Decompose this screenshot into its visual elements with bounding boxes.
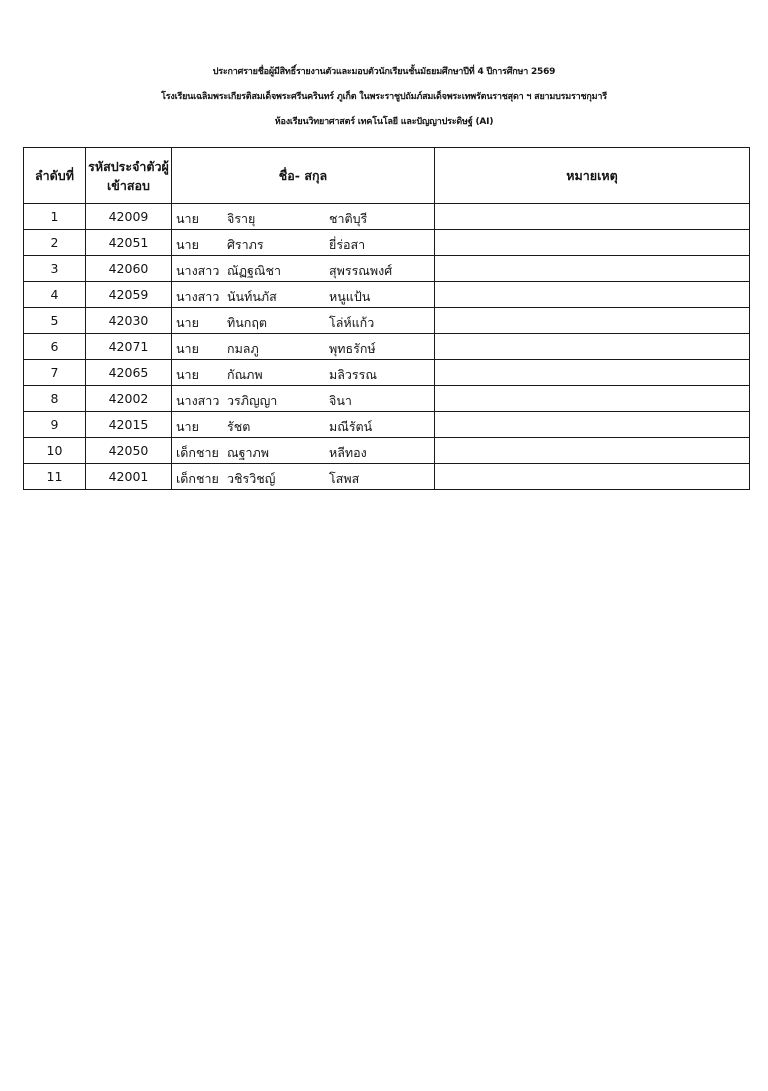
header-line-3: ห้องเรียนวิทยาศาสตร์ เทคโนโลยี และปัญญาประดิษฐ์ (AI) <box>274 117 494 127</box>
row-last-name: ยี่ร่อสา <box>329 237 366 252</box>
row-applicant-code: 42071 <box>86 334 172 360</box>
row-applicant-code: 42060 <box>86 256 172 282</box>
header-line-2: โรงเรียนเฉลิมพระเกียรติสมเด็จพระศรีนครินทร์ ภูเก็ต ในพระราชูปถัมภ์สมเด็จพระเทพรัตนราชสุดา ฯ สยามบรมราชกุมารี <box>161 92 607 102</box>
row-applicant-code: 42050 <box>86 438 172 464</box>
row-name-title: นางสาว <box>176 393 220 408</box>
row-name-title: นาย <box>176 341 199 356</box>
row-full-name <box>172 438 435 464</box>
row-first-name: ทินกฤต <box>227 315 268 330</box>
row-first-name: วชิรวิชญ์ <box>227 471 276 486</box>
row-applicant-code: 42059 <box>86 282 172 308</box>
row-full-name <box>172 256 435 282</box>
row-name-title: นาย <box>176 211 199 226</box>
row-full-name <box>172 412 435 438</box>
row-applicant-code: 42009 <box>86 204 172 230</box>
row-first-name: กมลภู <box>227 341 259 356</box>
row-remark <box>435 308 750 334</box>
row-number: 11 <box>24 464 86 490</box>
announcement-header <box>0 60 768 135</box>
row-last-name: โล่ห์แก้ว <box>329 315 375 330</box>
header-code-line-1: รหัสประจำตัวผู้ <box>88 158 169 174</box>
table-row <box>24 204 750 230</box>
row-applicant-code: 42001 <box>86 464 172 490</box>
row-full-name <box>172 308 435 334</box>
row-number: 1 <box>24 204 86 230</box>
table-row <box>24 308 750 334</box>
row-first-name: รัชต <box>227 419 251 434</box>
row-name-title: นาย <box>176 367 199 382</box>
row-number: 9 <box>24 412 86 438</box>
header-code <box>86 148 172 204</box>
row-remark <box>435 386 750 412</box>
row-number: 10 <box>24 438 86 464</box>
row-number: 4 <box>24 282 86 308</box>
row-first-name: วรภิญญา <box>227 393 278 408</box>
row-number: 5 <box>24 308 86 334</box>
student-roster-table <box>23 147 750 490</box>
row-last-name: จินา <box>329 393 352 408</box>
row-first-name: กัณภพ <box>227 367 263 382</box>
row-name-title: นางสาว <box>176 289 220 304</box>
row-remark <box>435 360 750 386</box>
header-line-1: ประกาศรายชื่อผู้มีสิทธิ์รายงานตัวและมอบตัวนักเรียนชั้นมัธยมศึกษาปีที่ 4 ปีการศึกษา 2569 <box>212 67 556 77</box>
row-remark <box>435 256 750 282</box>
row-last-name: สุพรรณพงศ์ <box>329 263 393 278</box>
row-name-title: นาย <box>176 315 199 330</box>
row-last-name: พุทธรักษ์ <box>329 341 376 356</box>
row-last-name: หนูแป้น <box>329 289 371 304</box>
row-remark <box>435 334 750 360</box>
row-name-title: เด็กชาย <box>176 445 219 460</box>
row-full-name <box>172 334 435 360</box>
row-number: 2 <box>24 230 86 256</box>
row-first-name: นันท์นภัส <box>227 289 277 304</box>
row-first-name: จิรายุ <box>227 211 256 226</box>
row-first-name: ศิราภร <box>227 237 264 252</box>
row-first-name: ณัฏฐณิชา <box>227 263 281 278</box>
row-number: 6 <box>24 334 86 360</box>
row-remark <box>435 412 750 438</box>
table-row <box>24 360 750 386</box>
table-row <box>24 412 750 438</box>
row-full-name <box>172 204 435 230</box>
row-applicant-code: 42015 <box>86 412 172 438</box>
header-code-line-2: เข้าสอบ <box>107 177 150 193</box>
row-full-name <box>172 360 435 386</box>
table-row <box>24 282 750 308</box>
row-full-name <box>172 282 435 308</box>
row-remark <box>435 230 750 256</box>
row-remark <box>435 282 750 308</box>
row-number: 7 <box>24 360 86 386</box>
row-name-title: นางสาว <box>176 263 220 278</box>
header-remark: หมายเหตุ <box>435 148 750 204</box>
row-full-name <box>172 386 435 412</box>
row-remark <box>435 464 750 490</box>
header-name: ชื่อ- สกุล <box>172 148 435 204</box>
header-number: ลำดับที่ <box>24 148 86 204</box>
row-name-title: เด็กชาย <box>176 471 219 486</box>
table-row <box>24 438 750 464</box>
table-row <box>24 334 750 360</box>
table-row <box>24 256 750 282</box>
table-body <box>24 204 750 490</box>
row-full-name <box>172 464 435 490</box>
row-last-name: ชาติบุรี <box>329 211 368 226</box>
table-row <box>24 464 750 490</box>
table-row <box>24 230 750 256</box>
row-applicant-code: 42051 <box>86 230 172 256</box>
row-last-name: มณีรัตน์ <box>329 419 373 434</box>
row-last-name: โสพส <box>329 471 360 486</box>
row-applicant-code: 42030 <box>86 308 172 334</box>
table-row <box>24 386 750 412</box>
row-first-name: ณฐาภพ <box>227 445 269 460</box>
row-applicant-code: 42065 <box>86 360 172 386</box>
row-number: 8 <box>24 386 86 412</box>
row-name-title: นาย <box>176 237 199 252</box>
row-number: 3 <box>24 256 86 282</box>
row-last-name: มลิวรรณ <box>329 367 377 382</box>
row-last-name: หลีทอง <box>329 445 367 460</box>
row-remark <box>435 438 750 464</box>
table-header-row <box>24 148 750 204</box>
row-remark <box>435 204 750 230</box>
row-full-name <box>172 230 435 256</box>
row-applicant-code: 42002 <box>86 386 172 412</box>
row-name-title: นาย <box>176 419 199 434</box>
